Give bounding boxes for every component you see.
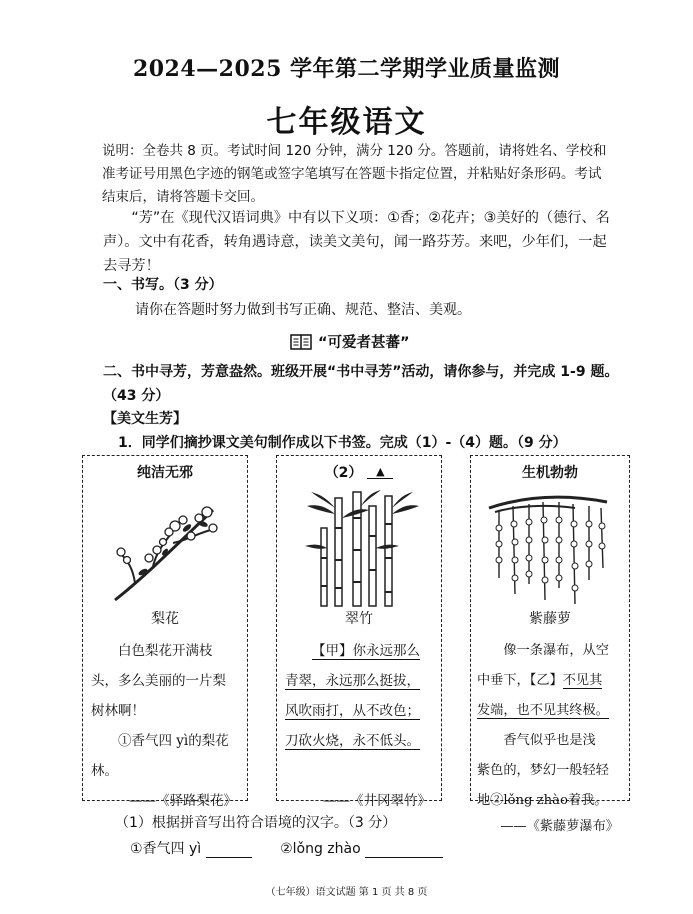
- card-line: [477, 696, 623, 726]
- card-line: 树林啊！: [91, 703, 145, 719]
- bookmark-card-wisteria: [470, 455, 630, 834]
- card-source: ——《驿路梨花》: [129, 793, 237, 809]
- question-1-sub-1: （1）根据拼音写出符合语境的汉字。（3 分）: [115, 815, 397, 831]
- question-1: 1．同学们摘抄课文美句制作成以下书签。完成（1）-（4）题。（9 分）: [118, 435, 567, 451]
- card-line: 香气似乎也是浅: [503, 733, 596, 748]
- card-line: [285, 666, 435, 696]
- card-text: [477, 636, 623, 838]
- card-title: 生机勃勃: [522, 465, 578, 481]
- card-title: [277, 462, 441, 482]
- card-name: 梨花: [151, 611, 179, 627]
- card-text: [285, 636, 435, 816]
- exam-title: 2024—2025 学年第二学期学业质量监测: [132, 56, 561, 82]
- underlined-fragment: 不见其: [562, 673, 603, 688]
- card-line: [285, 636, 435, 666]
- card-text: [91, 636, 241, 816]
- answer-blank-1[interactable]: [206, 843, 252, 858]
- card-source: ——《井冈翠竹》: [323, 793, 431, 809]
- card-line: 林。: [91, 763, 118, 779]
- pear-blossom-illustration: [103, 488, 229, 608]
- card-line: 地②lǒng zhào着我。: [477, 793, 608, 808]
- underlined-line: 发端，也不见其终极。: [477, 703, 609, 718]
- card-line: 紫色的，梦幻一般轻轻: [477, 763, 609, 778]
- banner-label: “可爱者甚蕃”: [318, 335, 410, 351]
- open-book-icon: [290, 334, 312, 350]
- card-line: 白色梨花开满枝: [118, 643, 213, 659]
- section1-heading: 一、书写。（3 分）: [103, 277, 223, 293]
- blank-triangle-icon: ▲: [367, 465, 393, 479]
- card-line: [285, 726, 435, 756]
- blank-1-label: ①香气四 yì: [130, 841, 202, 857]
- underlined-line: 青翠，永远那么挺拔，: [285, 673, 420, 689]
- card-source: ——《紫藤萝瀑布》: [500, 819, 619, 834]
- underlined-line: 【甲】你永远那么: [312, 643, 420, 659]
- subject-title: 七年级语文: [266, 105, 427, 140]
- bookmark-card-bamboo: [276, 455, 442, 809]
- card-line: 像一条瀑布，从空: [503, 643, 609, 658]
- blank-2-label: ②lǒng zhào: [280, 841, 361, 857]
- page-footer: （七年级）语文试题 第 1 页 共 8 页: [265, 887, 428, 898]
- wisteria-illustration: [485, 488, 611, 608]
- card-line: 头，多么美丽的一片梨: [91, 673, 226, 689]
- card-line: ①香气四 yì的梨花: [118, 733, 229, 749]
- section1-body: 请你在答题时努力做到书写正确、规范、整洁、美观。: [135, 302, 471, 318]
- card-title-number: （2）: [324, 465, 363, 481]
- card-line-lead: 中垂下，【乙】: [477, 673, 563, 688]
- bookmark-card-pear: [82, 455, 248, 809]
- subsection-heading: 【美文生芳】: [103, 411, 187, 427]
- intro-paragraph: “芳”在《现代汉语词典》中有以下义项：①香；②花卉；③美好的（德行、名声）。文中有花香，转角遇诗意，读美文美句，闻一路芬芳。来吧，少年们，一起去寻芳！: [103, 210, 610, 274]
- section2-intro: 二、书中寻芳，芳意盎然。班级开展“书中寻芳”活动，请你参与，并完成 1-9 题。（43 分）: [103, 364, 619, 404]
- answer-blanks: [130, 838, 443, 858]
- underlined-line: 风吹雨打，从不改色；: [285, 703, 420, 719]
- instructions: 说明：全卷共 8 页。考试时间 120 分钟，满分 120 分。答题前，请将姓名、学校和准考证号用黑色字迹的钢笔或签字笔填写在答题卡指定位置，并粘贴好条形码。考试结束后，请将答题卡交回。: [102, 143, 607, 205]
- card-title: 纯洁无邪: [137, 465, 193, 481]
- bamboo-illustration: [297, 488, 423, 608]
- card-name: 翠竹: [345, 611, 373, 627]
- card-line: [477, 666, 623, 696]
- card-line: [285, 696, 435, 726]
- answer-blank-2[interactable]: [365, 843, 443, 858]
- section-banner: [290, 331, 410, 352]
- card-name: 紫藤萝: [529, 611, 571, 627]
- underlined-line: 刀砍火烧，永不低头。: [285, 733, 420, 749]
